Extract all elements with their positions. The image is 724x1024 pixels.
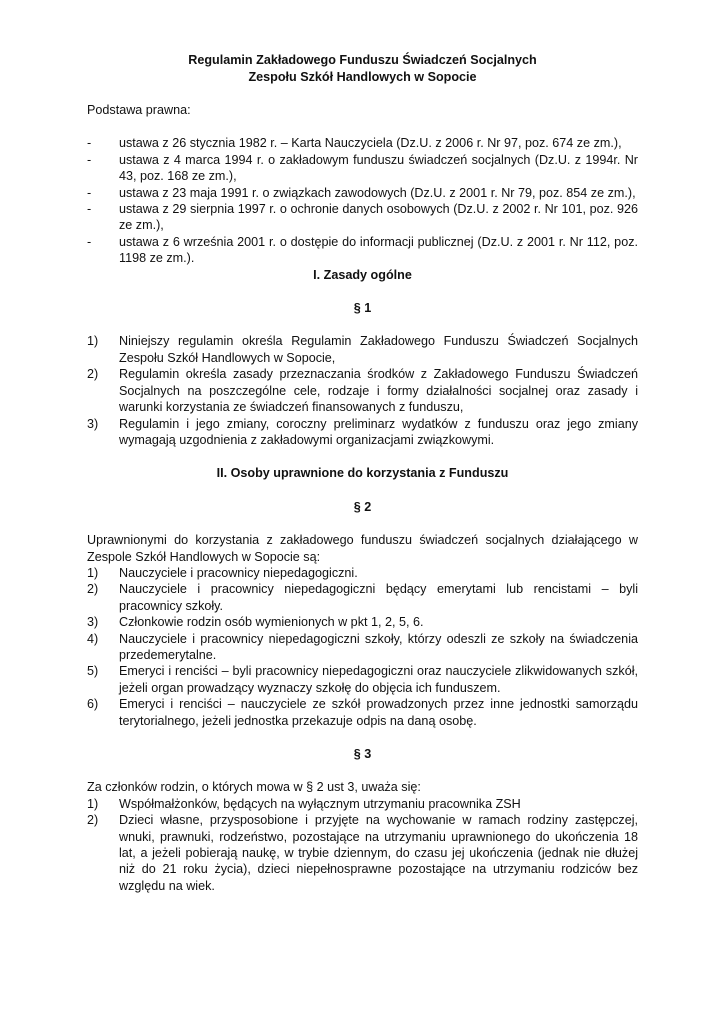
document-content (87, 52, 638, 894)
document-title-line-1: Regulamin Zakładowego Funduszu Świadczeń Socjalnych (188, 53, 537, 67)
list-marker: - (87, 234, 92, 249)
list-item (87, 696, 638, 729)
list-item-text: ustawa z 26 stycznia 1982 r. – Karta Nauczyciela (Dz.U. z 2006 r. Nr 97, poz. 674 ze zm.), (119, 136, 622, 151)
list-item-text: Nauczyciele i pracownicy niepedagogiczni. (119, 565, 358, 580)
list-item-text: Nauczyciele i pracownicy niepedagogiczni będący emerytami lub rencistami – byli pracownicy szkoły. (119, 582, 638, 613)
section2-intro: Uprawnionymi do korzystania z zakładowego funduszu świadczeń socjalnych działającego w Zespole Szkół Handlowych w Sopocie są: (87, 533, 638, 564)
list-marker: - (87, 136, 92, 151)
list-marker: 4) (87, 631, 99, 646)
list-item-text: Niniejszy regulamin określa Regulamin Zakładowego Funduszu Świadczeń Socjalnych Zespołu Szkół Handlowych w Sopocie, (119, 334, 638, 365)
list-item (87, 663, 638, 696)
section-heading: I. Zasady ogólne (313, 267, 412, 282)
list-item-text: Członkowie rodzin osób wymienionych w pkt 1, 2, 5, 6. (119, 615, 424, 630)
section1-list (87, 333, 638, 448)
list-marker: 2) (87, 367, 99, 382)
list-item (87, 185, 638, 201)
list-item (87, 812, 638, 894)
list-item (87, 201, 638, 234)
list-marker: 6) (87, 697, 99, 712)
list-item-text: ustawa z 4 marca 1994 r. o zakładowym funduszu świadczeń socjalnych (Dz.U. z 1994r. Nr 43, poz. 168 ze zm.), (119, 152, 638, 184)
document-title-line-2: Zespołu Szkół Handlowych w Sopocie (248, 69, 477, 84)
section2-list (87, 565, 638, 729)
list-item (87, 796, 638, 812)
list-marker: - (87, 185, 92, 200)
paragraph-mark: § 2 (353, 499, 372, 514)
list-marker: 1) (87, 334, 99, 349)
list-item-text: Emeryci i renciści – byli pracownicy niepedagogiczni oraz nauczyciele zlikwidowanych szkół, jeżeli organ prowadzący wyznaczy szkołę do objęcia ich funduszem. (119, 664, 638, 695)
list-item-text: ustawa z 29 sierpnia 1997 r. o ochronie danych osobowych (Dz.U. z 2002 r. Nr 101, poz. 926 ze zm.), (119, 202, 638, 233)
list-marker: 2) (87, 582, 99, 597)
list-item (87, 135, 638, 151)
list-item-text: Nauczyciele i pracownicy niepedagogiczni szkoły, którzy odeszli ze szkoły na świadczenia przedemerytalne. (119, 631, 638, 662)
list-marker: 2) (87, 813, 99, 828)
list-marker: 1) (87, 796, 99, 811)
list-item (87, 614, 638, 630)
legal-basis-label: Podstawa prawna: (87, 103, 191, 117)
section-heading: II. Osoby uprawnione do korzystania z Funduszu (216, 466, 509, 481)
list-item (87, 234, 638, 267)
list-marker: 5) (87, 664, 99, 679)
list-item-text: ustawa z 23 maja 1991 r. o związkach zawodowych (Dz.U. z 2001 r. Nr 79, poz. 854 ze zm.), (119, 185, 636, 200)
list-marker: - (87, 152, 92, 167)
paragraph-mark: § 1 (353, 301, 372, 316)
list-item-text: Regulamin określa zasady przeznaczania środków z Zakładowego Funduszu Świadczeń Socjalnych na poszczególne cele, rodzaje i formy działalności socjalnej oraz zasady i warunki korzystania ze świadczeń finansowanych z funduszu, (119, 367, 638, 415)
list-marker: 3) (87, 615, 99, 630)
section3-list (87, 796, 638, 894)
list-item-text: Regulamin i jego zmiany, coroczny preliminarz wydatków z funduszu oraz jego zmiany wymagają uzgodnienia z zakładowymi organizacjami związkowymi. (119, 416, 638, 447)
list-item (87, 565, 638, 581)
list-item (87, 366, 638, 415)
list-item-text: ustawa z 6 września 2001 r. o dostępie do informacji publicznej (Dz.U. z 2001 r. Nr 112, poz. 1198 ze zm.). (119, 234, 638, 266)
list-marker: 3) (87, 416, 99, 431)
list-item (87, 152, 638, 185)
list-item (87, 333, 638, 366)
legal-basis-list (87, 135, 638, 266)
list-item (87, 631, 638, 664)
list-item-text: Dzieci własne, przysposobione i przyjęte na wychowanie w ramach rodziny zastępczej, wnuki, prawnuki, rodzeństwo, pozostające na utrzymaniu uprawnionego do ukończenia 18 lat, a jeżeli pobierają naukę, w trybie dziennym, do czasu jej ukończenia (jednak nie dłużej niż do 21 roku życia), dzieci niepełnosprawne pozostające na utrzymaniu rodziców bez względu na wiek. (119, 813, 638, 893)
section3-intro: Za członków rodzin, o których mowa w § 2 ust 3, uważa się: (87, 780, 421, 795)
list-item-text: Współmałżonków, będących na wyłącznym utrzymaniu pracownika ZSH (119, 796, 521, 811)
list-item-text: Emeryci i renciści – nauczyciele ze szkół prowadzonych przez inne jednostki samorządu terytorialnego, jeżeli jednostka przekazuje odpis na daną osobę. (119, 697, 638, 728)
list-item (87, 581, 638, 614)
paragraph-mark: § 3 (353, 747, 372, 761)
list-marker: - (87, 202, 92, 217)
list-item (87, 416, 638, 449)
list-marker: 1) (87, 565, 99, 580)
